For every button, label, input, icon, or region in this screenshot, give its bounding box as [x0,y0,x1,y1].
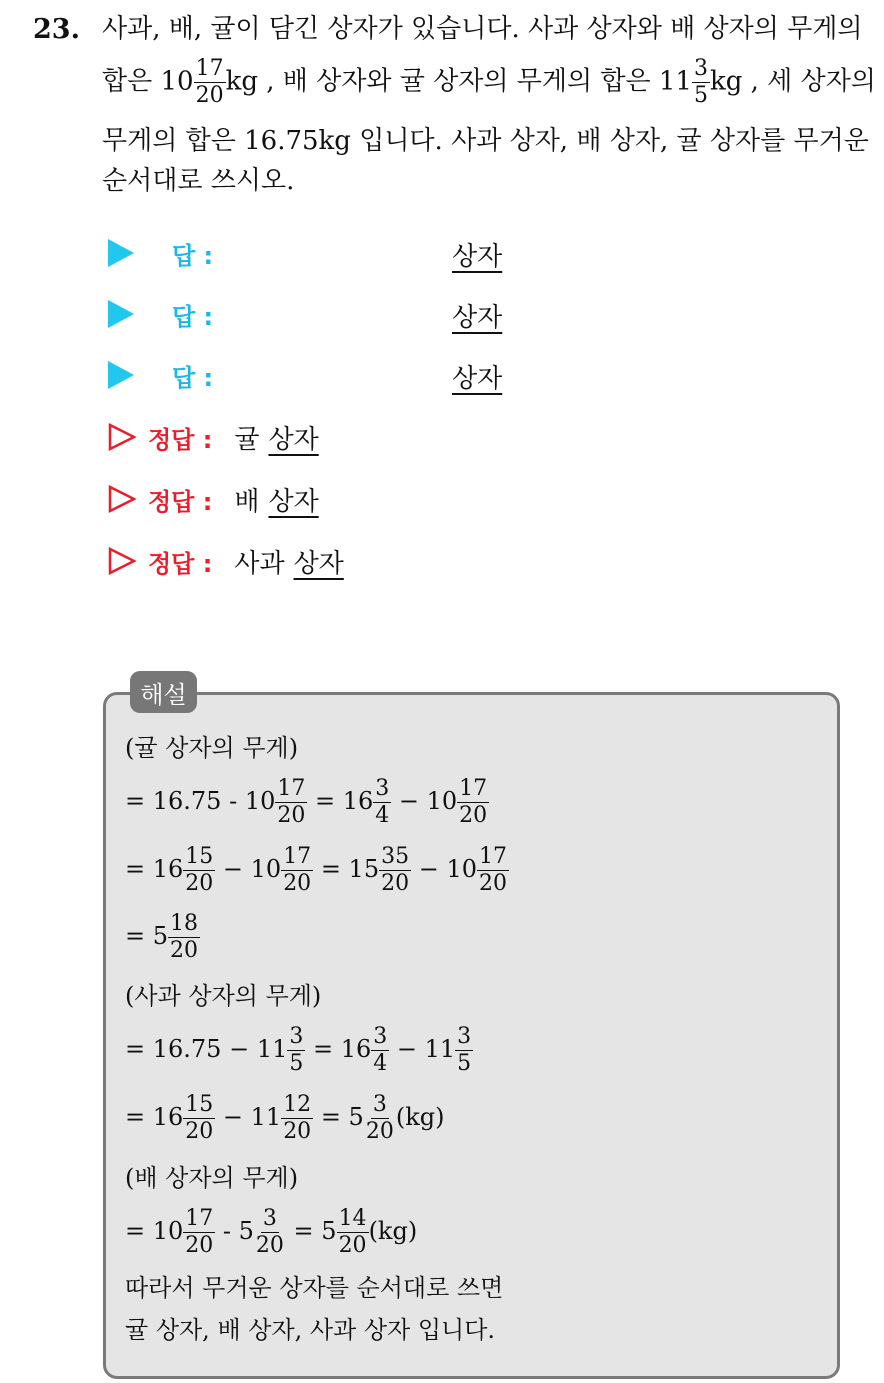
correct-answer-row-3 [108,541,344,581]
numerator: 17 [195,56,224,81]
expr-text: = 16 [307,787,374,815]
explanation-conclusion-2: 귤 상자, 배 상자, 사과 상자 입니다. [125,1316,496,1344]
fraction [692,58,710,107]
numerator: 17 [459,776,488,801]
numerator: 3 [372,1092,387,1117]
fraction [457,778,489,827]
expr-text: − 10 [391,787,458,815]
numerator: 3 [693,56,708,81]
numerator: 18 [170,911,199,936]
explanation-heading-gyul: (귤 상자의 무게) [125,734,299,762]
expr-text: = 5 [125,922,169,950]
answer-blank-3[interactable]: 상자 [452,364,503,394]
numerator: 17 [479,844,507,869]
numerator: 17 [283,844,312,869]
denominator: 5 [289,1051,304,1076]
denominator: 20 [459,803,488,828]
correct-answer-fruit: 사과 [234,548,285,579]
question-text-line4: 순서대로 쓰시오. [102,166,295,196]
expr-text: = 10 [125,1217,184,1245]
expr-text: = 15 [313,855,380,883]
expr-text: − 11 [389,1035,456,1063]
play-icon [108,361,134,389]
correct-answer-label: 정답 : [148,549,213,578]
denominator: 20 [283,1119,312,1144]
fraction [455,1026,473,1075]
denominator: 20 [170,938,199,963]
q-text: 합은 10 [102,66,194,97]
numerator: 3 [289,1024,304,1049]
fraction [364,1094,396,1143]
question-text-line1: 사과, 배, 귤이 담긴 상자가 있습니다. 사과 상자와 배 상자의 무게의 [102,14,863,44]
expr-text: = 16 [125,1103,184,1131]
explanation-line-2 [125,846,509,895]
fraction [183,1094,215,1143]
denominator: 20 [277,803,306,828]
answer-row-2 [108,294,213,334]
expr-text: = 16.75 − 11 [125,1035,288,1063]
denominator: 20 [381,871,410,896]
explanation-line-3 [125,913,200,962]
answer-label: 답 : [172,363,214,392]
denominator: 20 [185,1233,214,1258]
explanation-line-1 [125,778,489,827]
explanation-conclusion-1: 따라서 무거운 상자를 순서대로 쓰면 [125,1274,504,1302]
denominator: 20 [185,1119,214,1144]
denominator: 20 [255,1233,284,1258]
expr-text: = 5 [285,1217,337,1245]
question-text-line3: 무게의 합은 16.75kg 입니다. 사과 상자, 배 상자, 귤 상자를 무거운 [102,126,869,156]
fraction [379,846,411,895]
fraction [183,1208,215,1257]
expr-text: - 5 [215,1217,254,1245]
fraction [281,1094,313,1143]
answer-blank-2[interactable]: 상자 [452,303,503,333]
expr-text: (kg) [368,1217,418,1245]
numerator: 17 [185,1206,214,1231]
expr-text: (kg) [395,1103,445,1131]
numerator: 15 [185,844,214,869]
numerator: 17 [277,776,306,801]
denominator: 4 [373,1051,388,1076]
denominator: 20 [365,1119,394,1144]
correct-answer-suffix: 상자 [268,424,319,455]
expr-text: − 11 [215,1103,282,1131]
explanation-line-6 [125,1208,417,1257]
expr-text: − 10 [215,855,282,883]
denominator: 20 [338,1233,367,1258]
expr-text: − 10 [411,855,477,883]
answer-label: 답 : [172,241,214,270]
denominator: 20 [185,871,214,896]
expr-text: = 16.75 - 10 [125,787,276,815]
numerator: 15 [185,1092,214,1117]
correct-answer-label: 정답 : [148,425,213,454]
play-outline-icon [108,485,136,513]
fraction [373,778,391,827]
question-text-line2 [102,58,876,107]
question-number: 23. [33,14,80,45]
correct-answer-label: 정답 : [148,487,213,516]
explanation-heading-pear: (배 상자의 무게) [125,1164,299,1192]
answer-row-3 [108,355,213,395]
numerator: 3 [373,1024,388,1049]
expr-text: = 16 [305,1035,372,1063]
numerator: 12 [283,1092,312,1117]
q-text: kg , 배 상자와 귤 상자의 무게의 합은 11 [225,66,692,97]
fraction [275,778,307,827]
correct-answer-suffix: 상자 [293,548,344,579]
explanation-line-4 [125,1026,473,1075]
expr-text: = 16 [125,855,184,883]
fraction [168,913,200,962]
explanation-line-5 [125,1094,444,1143]
play-outline-icon [108,547,136,575]
fraction [287,1026,305,1075]
fraction [194,58,226,107]
denominator: 20 [283,871,312,896]
expr-text: = 5 [313,1103,364,1131]
denominator: 20 [479,871,507,896]
fraction [254,1208,286,1257]
denominator: 5 [693,83,708,108]
answer-label: 답 : [172,302,214,331]
denominator: 4 [375,803,390,828]
fraction [281,846,313,895]
fraction [371,1026,389,1075]
correct-answer-row-1 [108,417,319,457]
numerator: 14 [338,1206,367,1231]
play-icon [108,239,134,267]
answer-row-1 [108,233,213,273]
fraction [183,846,215,895]
numerator: 3 [262,1206,277,1231]
correct-answer-row-2 [108,479,319,519]
q-text: kg , 세 상자의 [709,66,876,97]
explanation-heading-apple: (사과 상자의 무게) [125,982,322,1010]
denominator: 20 [195,83,224,108]
correct-answer-fruit: 배 [234,486,260,517]
play-outline-icon [108,423,136,451]
correct-answer-fruit: 귤 [234,424,260,455]
answer-blank-1[interactable]: 상자 [452,242,503,272]
correct-answer-suffix: 상자 [268,486,319,517]
numerator: 35 [381,844,410,869]
fraction [337,1208,369,1257]
play-icon [108,300,134,328]
numerator: 3 [457,1024,472,1049]
denominator: 5 [457,1051,472,1076]
fraction [477,846,509,895]
explanation-tag: 해설 [130,671,197,713]
numerator: 3 [375,776,390,801]
